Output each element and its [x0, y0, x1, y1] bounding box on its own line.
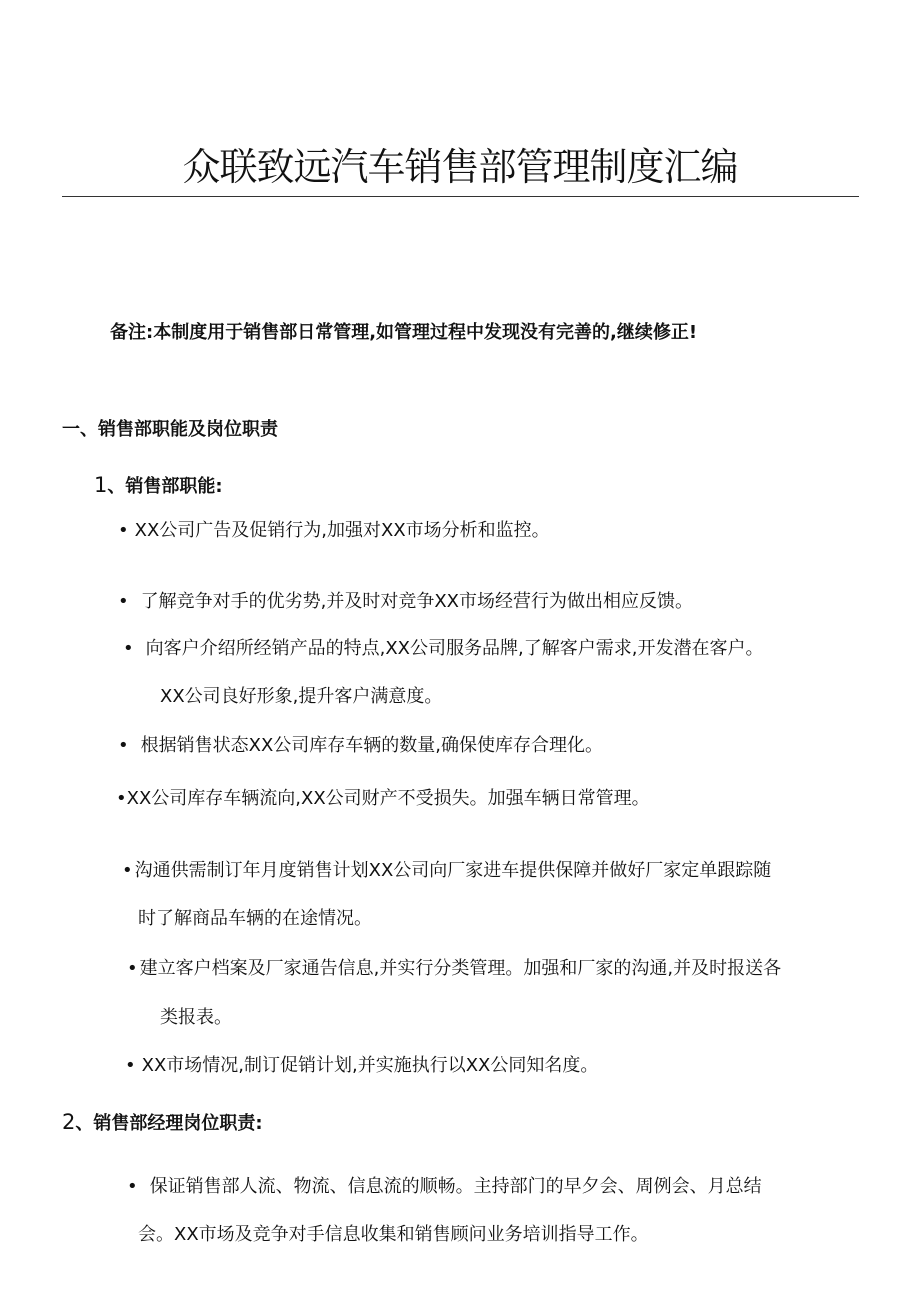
list-item — [118, 516, 550, 546]
list-item — [123, 634, 763, 664]
title-divider — [62, 196, 859, 197]
list-item — [118, 587, 693, 617]
list-item-text: 保证销售部人流、物流、信息流的顺畅。主持部门的早夕会、周例会、月总结 — [149, 1176, 762, 1197]
list-item-continuation: XX公司良好形象,提升客户满意度。 — [160, 686, 443, 707]
bullet-icon: • — [122, 860, 133, 881]
document-title: 众联致远汽车销售部管理制度汇编 — [182, 145, 738, 189]
list-item-text: 根据销售状态XX公司库存车辆的数量,确保使库存合理化。 — [140, 735, 604, 756]
list-item-text: XX公司库存车辆流向,XX公司财产不受损失。加强车辆日常管理。 — [126, 788, 650, 809]
list-item — [122, 856, 771, 886]
list-item-text: 了解竞争对手的优劣势,并及时对竞争XX市场经营行为做出相应反馈。 — [140, 591, 694, 612]
subsection-label: 、销售部经理岗位职责: — [75, 1113, 263, 1134]
remark-note: 备注:本制度用于销售部日常管理,如管理过程中发现没有完善的,继续修正! — [110, 322, 698, 343]
bullet-icon: • — [127, 1176, 138, 1197]
subsection-heading-1 — [94, 470, 223, 502]
bullet-icon: • — [118, 735, 129, 756]
list-item-text: XX公司广告及促销行为,加强对XX市场分析和监控。 — [134, 520, 550, 541]
list-item — [118, 731, 603, 761]
subsection-number: 2 — [62, 1110, 76, 1134]
list-item-continuation: 时了解商品车辆的在途情况。 — [138, 908, 372, 929]
bullet-icon: • — [123, 638, 134, 659]
list-item-text: 沟通供需制订年月度销售计划XX公司向厂家进车提供保障并做好厂家定单跟踪随 — [134, 860, 772, 881]
bullet-icon: • — [118, 591, 129, 612]
list-item-continuation: 会。XX市场及竞争对手信息收集和销售顾问业务培训指导工作。 — [138, 1224, 649, 1245]
bullet-icon: • — [125, 1055, 136, 1076]
subsection-heading-2 — [62, 1107, 263, 1139]
list-item — [127, 954, 781, 984]
list-item-continuation: 类报表。 — [160, 1007, 232, 1028]
list-item-text: 建立客户档案及厂家通告信息,并实行分类管理。加强和厂家的沟通,并及时报送各 — [139, 958, 782, 979]
section-heading-1: 一、销售部职能及岗位职责 — [62, 419, 278, 440]
list-item-text: XX市场情况,制订促销计划,并实施执行以XX公同知名度。 — [141, 1055, 599, 1076]
list-item — [116, 784, 650, 814]
bullet-icon: • — [118, 520, 129, 541]
bullet-icon: • — [127, 958, 138, 979]
subsection-label: 、销售部职能: — [107, 476, 223, 497]
list-item — [125, 1051, 598, 1081]
list-item — [127, 1172, 762, 1202]
bullet-icon: • — [116, 788, 127, 809]
list-item-text: 向客户介绍所经销产品的特点,XX公司服务品牌,了解客户需求,开发潜在客户。 — [145, 638, 764, 659]
subsection-number: 1 — [94, 473, 108, 497]
